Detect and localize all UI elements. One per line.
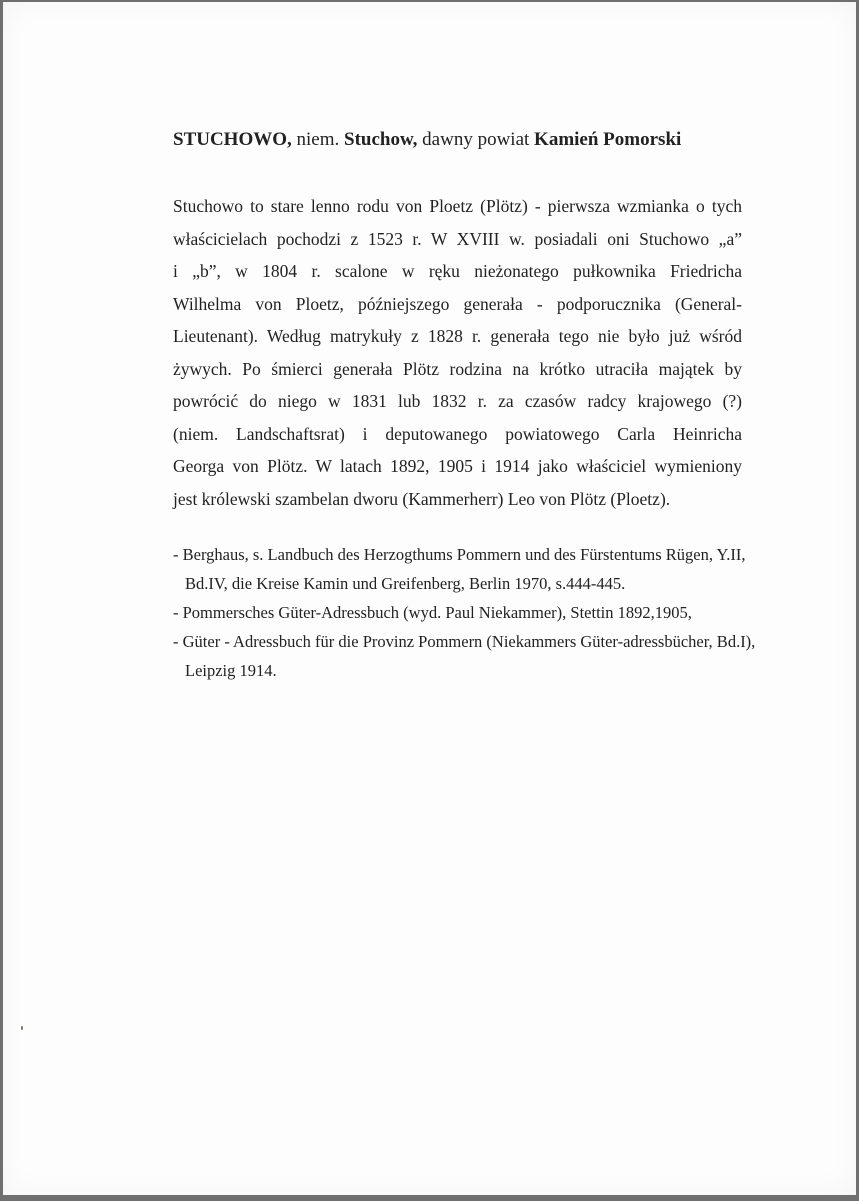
paragraph-line: jest królewski szambelan dworu (Kammerherr) Leo von Plötz (Ploetz). bbox=[173, 488, 671, 509]
paragraph-line: Wilhelma von Ploetz, późniejszego generała - podporucznika (General- bbox=[173, 293, 742, 314]
heading-niem: niem. bbox=[296, 129, 340, 150]
paragraph-line: Georga von Plötz. W latach 1892, 1905 i 1914 jako właściciel wymieniony bbox=[173, 456, 742, 476]
paragraph-line: żywych. Po śmierci generała Plötz rodzina na krótko utraciła majątek by bbox=[173, 358, 742, 379]
paragraph-line: właścicielach pochodzi z 1523 r. W XVIII w. posiadali oni Stuchowo „a” bbox=[173, 228, 742, 249]
paragraph-line: Stuchowo to stare lenno rodu von Ploetz (Plötz) - pierwsza wzmianka o tych bbox=[173, 196, 742, 216]
paragraph-line: i „b”, w 1804 r. scalone w ręku nieżonatego pułkownika Friedricha bbox=[173, 261, 742, 281]
scan-speck bbox=[21, 1026, 23, 1030]
heading-district-prefix: dawny powiat bbox=[422, 129, 530, 150]
source-item: - Pommersches Güter-Adressbuch (wyd. Paul Niekammer), Stettin 1892,1905, bbox=[173, 603, 692, 622]
document-page bbox=[3, 2, 856, 1195]
paragraph-line: (niem. Landschaftsrat) i deputowanego powiatowego Carla Heinricha bbox=[173, 423, 742, 444]
source-item: - Güter - Adressbuch für die Provinz Pommern (Niekammers Güter-adressbücher, Bd.I), Leipzig 1914. bbox=[173, 632, 756, 680]
page-heading bbox=[173, 128, 773, 152]
paragraph-line: Lieutenant). Według matrykuły z 1828 r. generała tego nie było już wśród bbox=[173, 326, 742, 346]
sources-list bbox=[173, 540, 763, 685]
paragraph-line: powrócić do niego w 1831 lub 1832 r. za czasów radcy krajowego (?) bbox=[173, 391, 742, 411]
source-item: - Berghaus, s. Landbuch des Herzogthums Pommern und des Fürstentums Rügen, Y.II, Bd.IV, die Kreise Kamin und Greifenberg, Berlin 1970, s.444-445. bbox=[173, 545, 746, 593]
heading-place: STUCHOWO, bbox=[173, 129, 292, 150]
main-paragraph bbox=[173, 190, 742, 515]
heading-district: Kamień Pomorski bbox=[534, 129, 682, 150]
heading-german-name: Stuchow, bbox=[344, 129, 418, 150]
